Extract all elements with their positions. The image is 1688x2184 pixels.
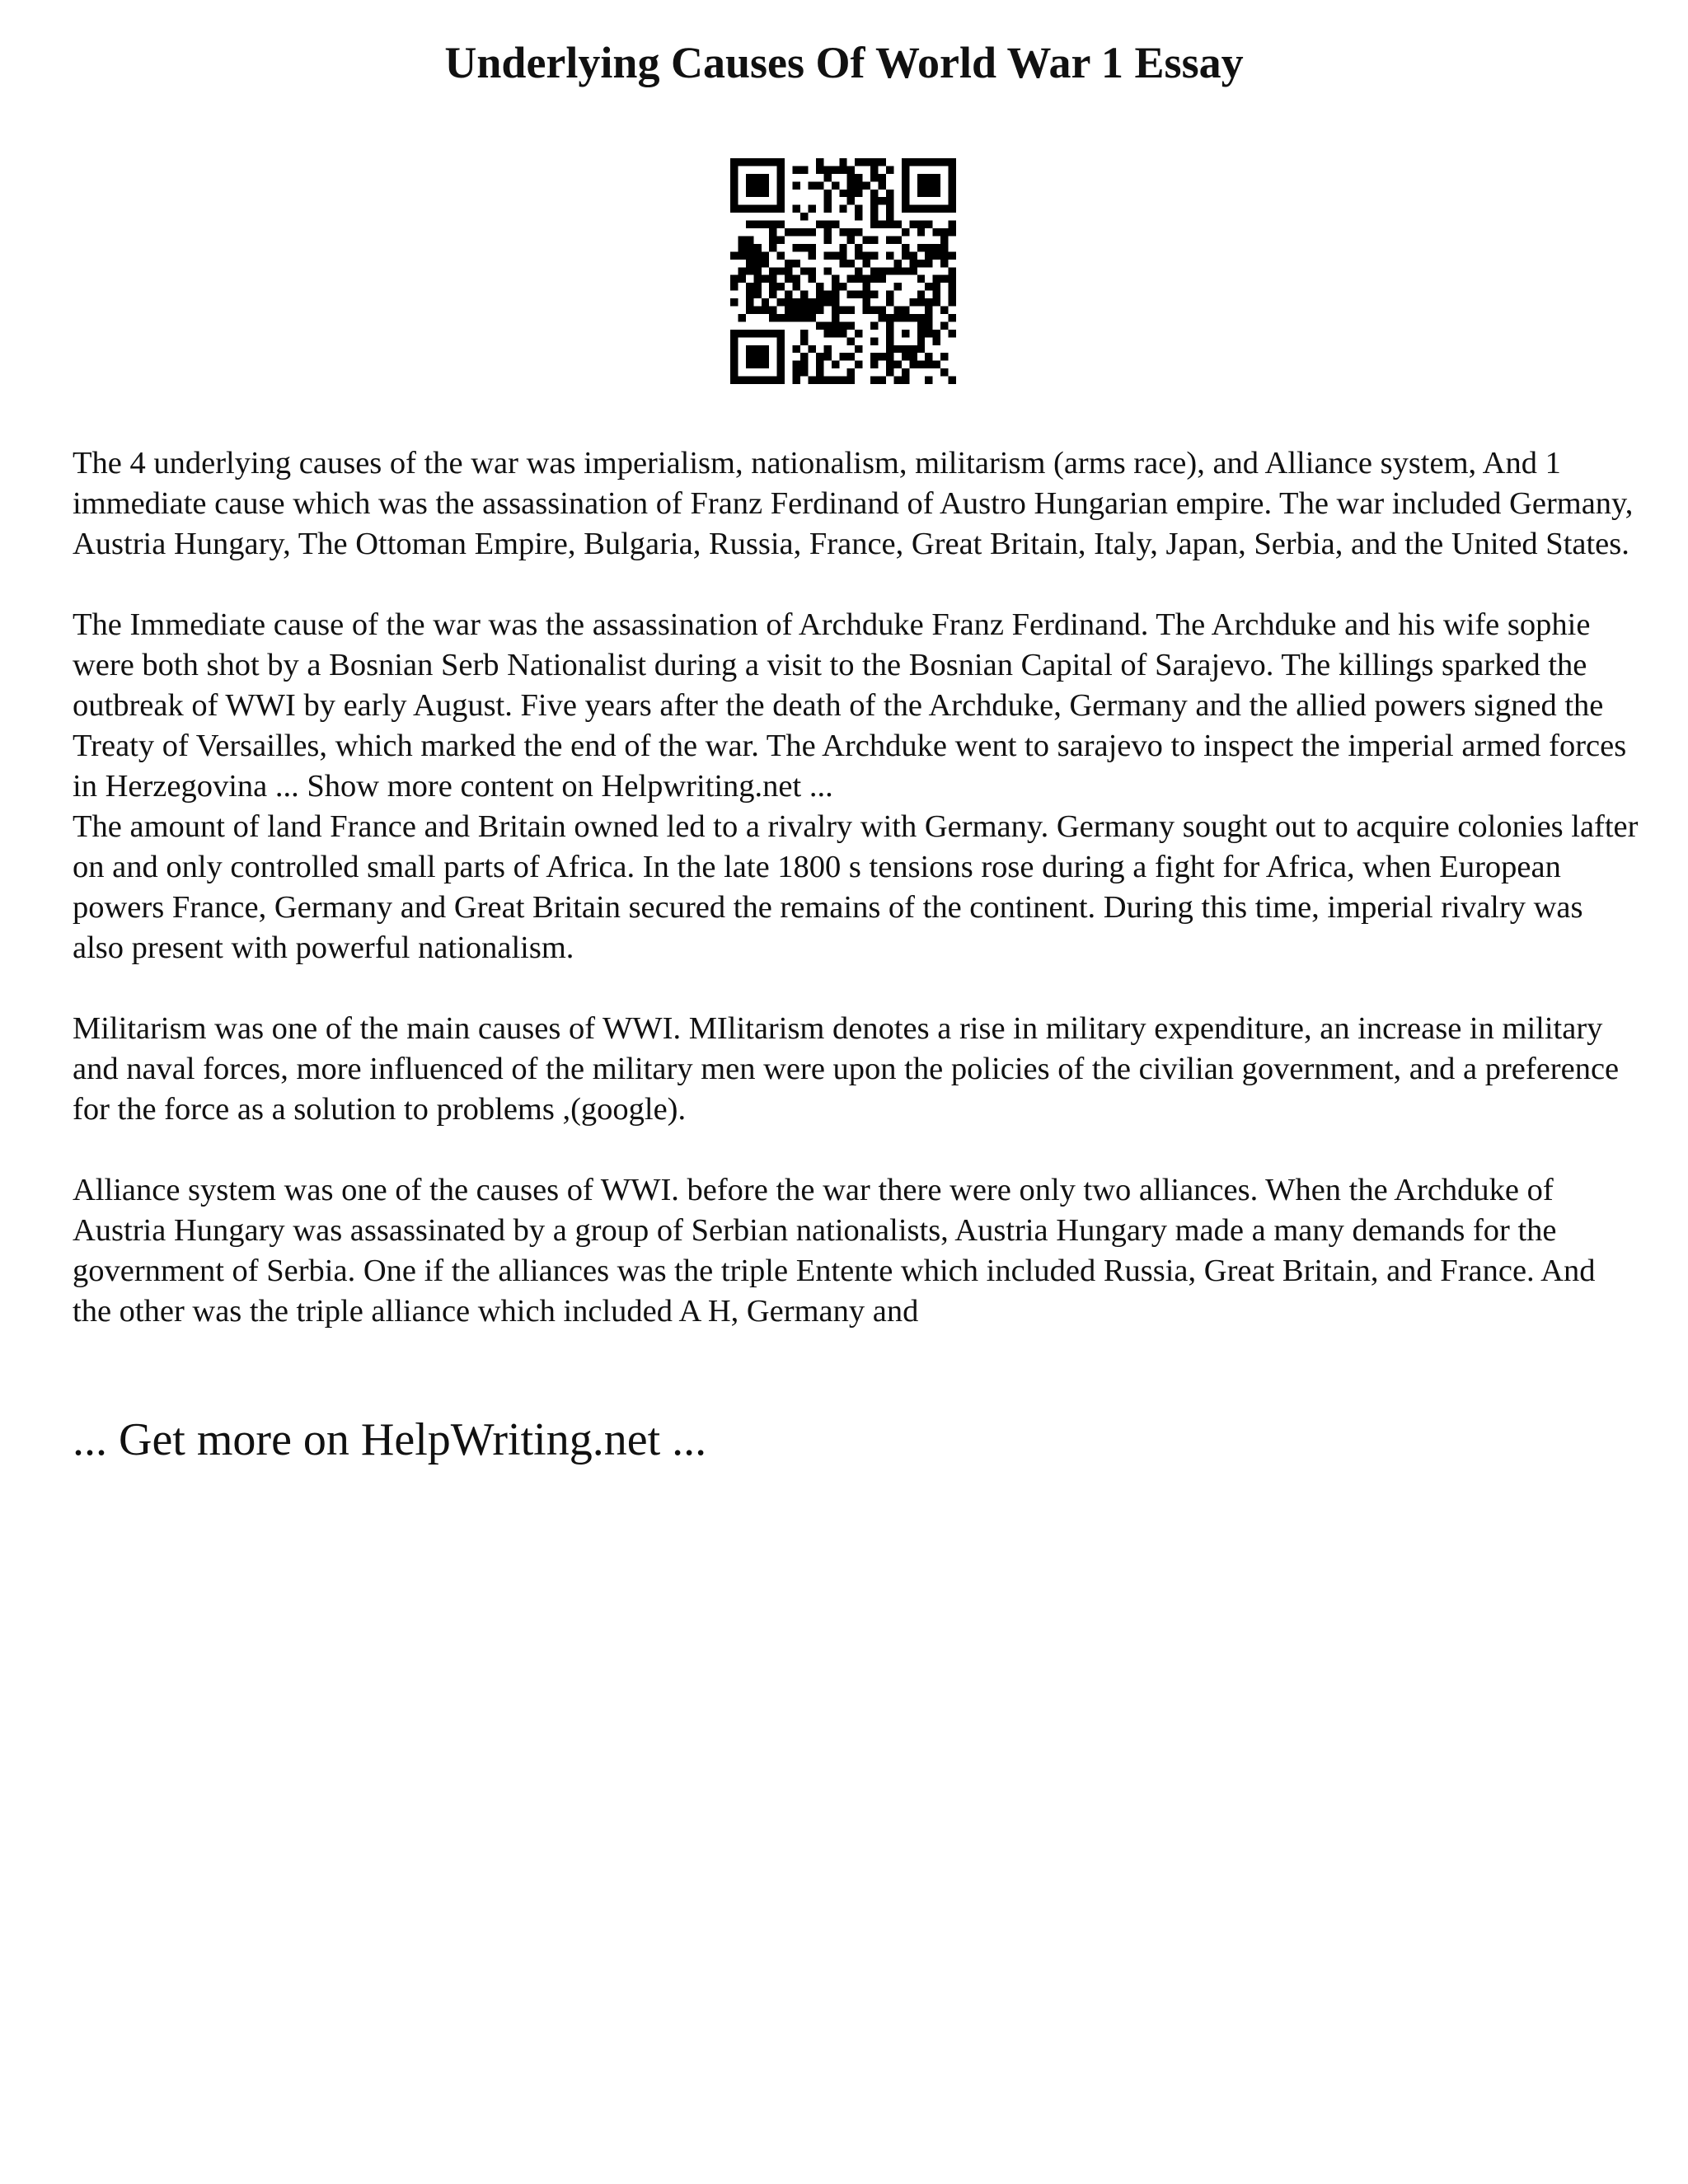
document-title: Underlying Causes Of World War 1 Essay bbox=[444, 38, 1244, 87]
essay-body bbox=[73, 443, 1639, 1332]
paragraph-1: The 4 underlying causes of the war was imperialism, nationalism, militarism (arms race), and Alliance system, And 1 immediate cause which was the assassination of Franz Ferdinand of Austro Hungarian empire. The war included Germany, Austria Hungary, The Ottoman Empire, Bulgaria, Russia, France, Great Britain, Italy, Japan, Serbia, and the United States. bbox=[73, 446, 1634, 561]
qr-code-icon[interactable] bbox=[730, 158, 956, 384]
paragraph-5: Alliance system was one of the causes of WWI. before the war there were only two alliances. When the Archduke of Austria Hungary was assassinated by a group of Serbian nationalists, Austria Hungary made a many demands for the government of Serbia. One if the alliances was the triple Entente which included Russia, Great Britain, and France. And the other was the triple alliance which included A H, Germany and bbox=[73, 1173, 1596, 1329]
paragraph-3: The amount of land France and Britain owned led to a rivalry with Germany. Germany sought out to acquire colonies lafter on and only controlled small parts of Africa. In the late 1800 s tensions rose during a fight for Africa, when European powers France, Germany and Great Britain secured the remains of the continent. During this time, imperial rivalry was also present with powerful nationalism. bbox=[73, 809, 1639, 965]
get-more-link[interactable]: ... Get more on HelpWriting.net ... bbox=[73, 1414, 707, 1465]
paragraph-2: The Immediate cause of the war was the assassination of Archduke Franz Ferdinand. The Archduke and his wife sophie were both shot by a Bosnian Serb Nationalist during a visit to the Bosnian Capital of Sarajevo. The killings sparked the outbreak of WWI by early August. Five years after the death of the Archduke, Germany and the allied powers signed the Treaty of Versailles, which marked the end of the war. The Archduke went to sarajevo to inspect the imperial armed forces in Herzegovina ... Show more content on Helpwriting.net ... bbox=[73, 607, 1627, 804]
paragraph-4: Militarism was one of the main causes of WWI. MIlitarism denotes a rise in military expenditure, an increase in military and naval forces, more influenced of the military men were upon the policies of the civilian government, and a preference for the force as a solution to problems ,(google). bbox=[73, 1011, 1620, 1127]
